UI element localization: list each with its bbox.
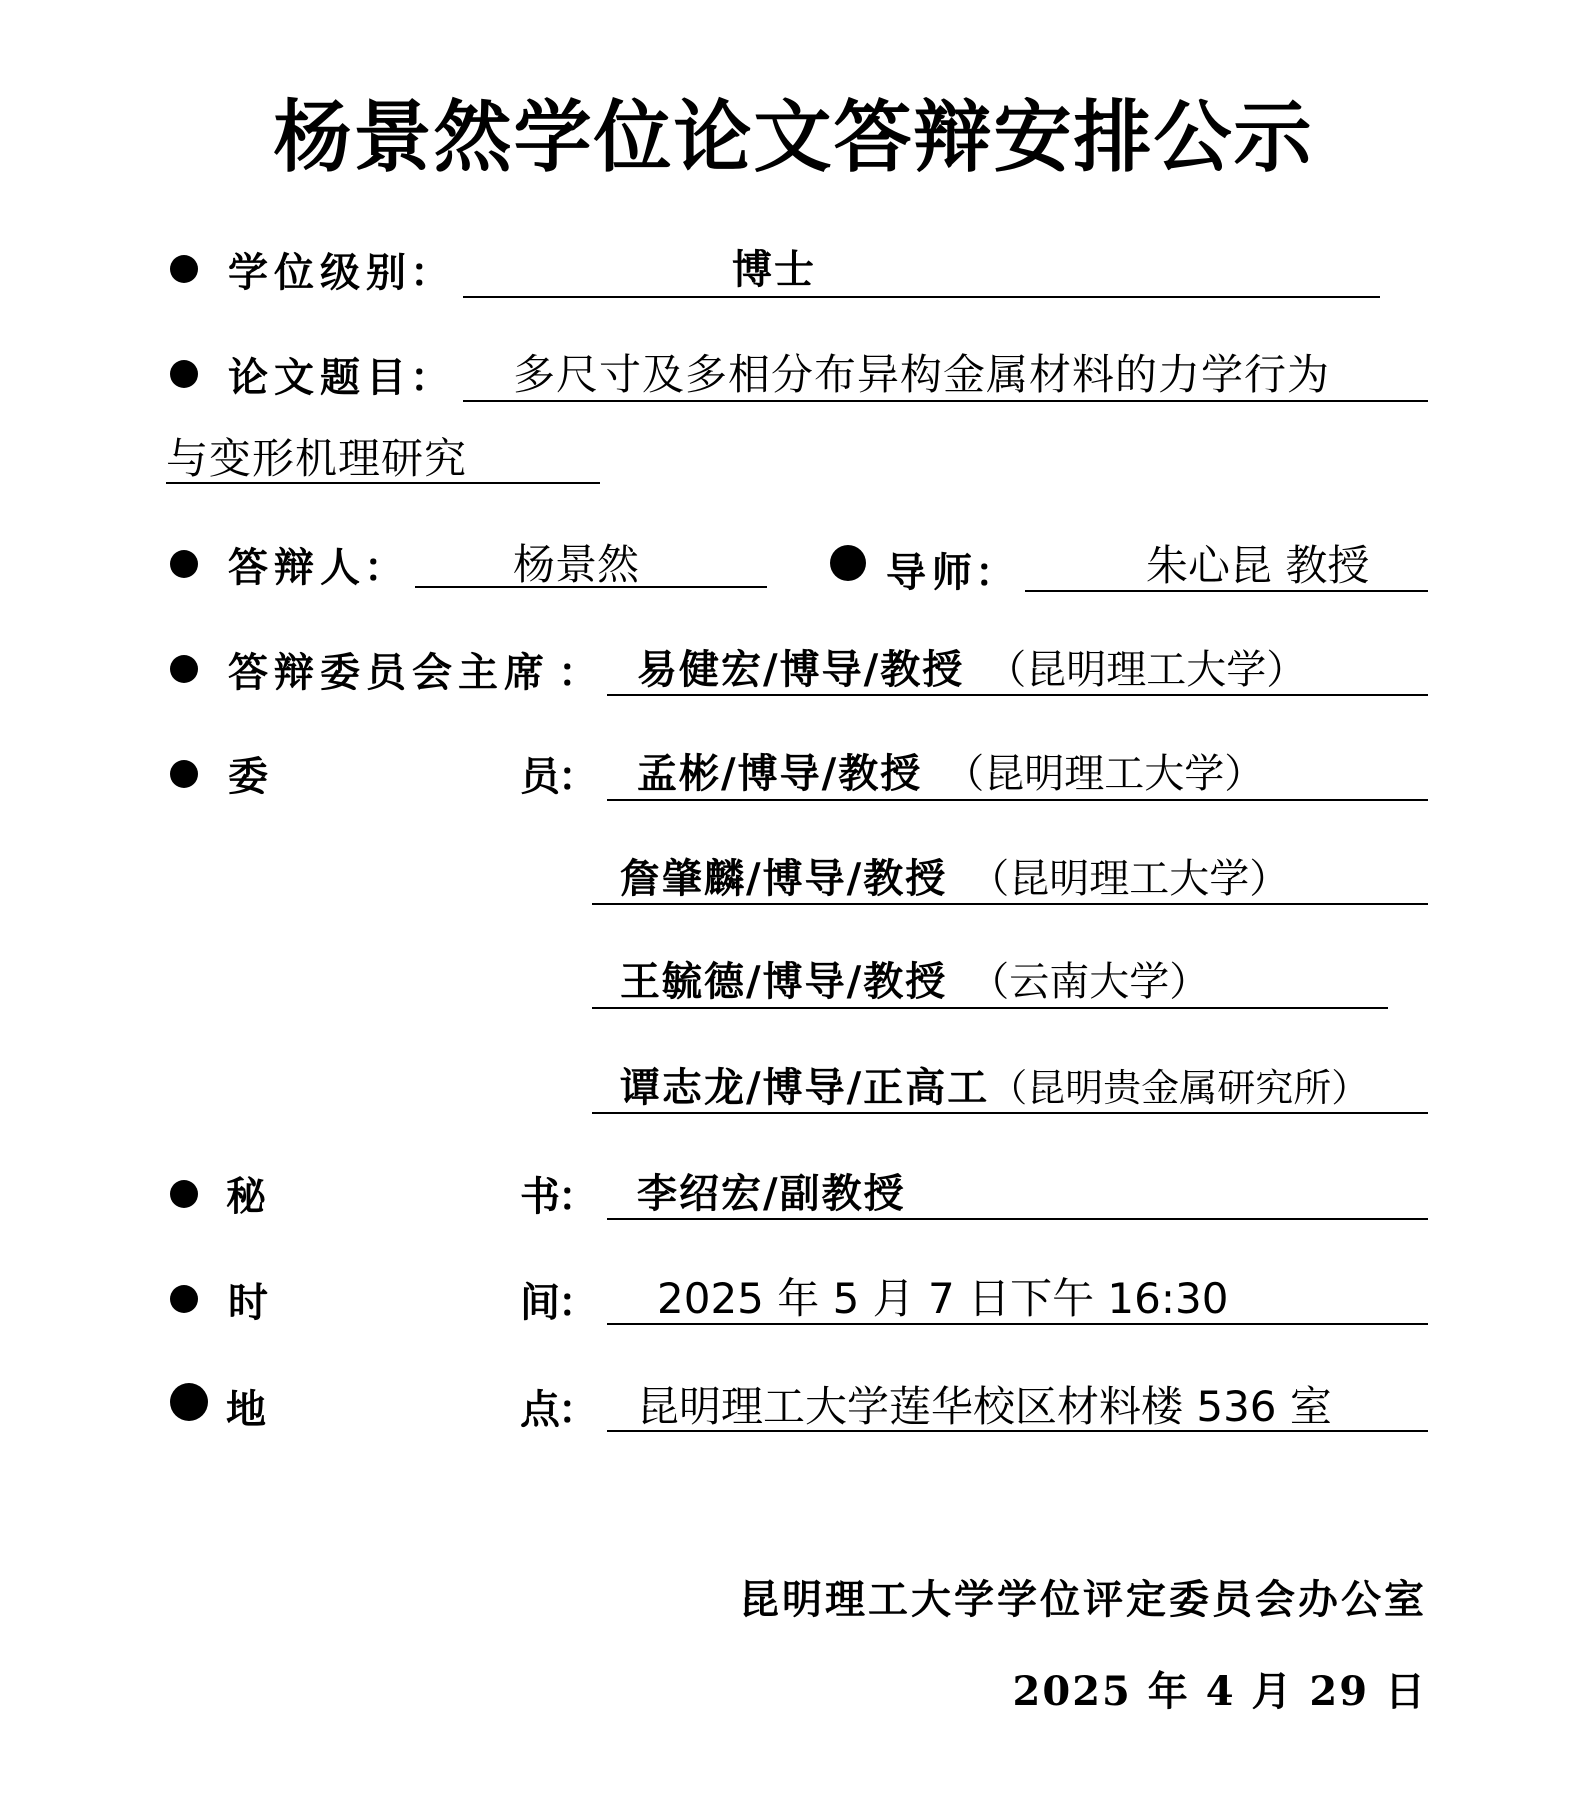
issuing-office: 昆明理工大学学位评定委员会办公室 — [739, 1576, 1427, 1623]
bullet-icon — [170, 360, 198, 388]
candidate-label: 答辩人 — [228, 544, 366, 591]
member-affiliation: （昆明理工大学） — [969, 856, 1290, 902]
member-underline — [592, 1007, 1388, 1009]
colon: ： — [410, 249, 450, 296]
candidate-underline — [415, 586, 767, 588]
colon: ： — [558, 1386, 598, 1433]
member-underline — [592, 1112, 1428, 1114]
member-name: 王毓德/博导/教授 — [620, 958, 948, 1005]
member-underline — [607, 799, 1428, 801]
time-label-b: 间 — [520, 1279, 566, 1326]
degree-value: 博士 — [732, 246, 816, 293]
thesis-title-line2: 与变形机理研究 — [166, 434, 468, 483]
colon: ： — [558, 649, 598, 696]
member-affiliation: （昆明理工大学） — [944, 751, 1265, 797]
bullet-icon — [170, 1383, 208, 1421]
supervisor-underline — [1025, 590, 1428, 592]
thesis-underline-2 — [166, 482, 600, 484]
place-value: 昆明理工大学莲华校区材料楼 536 室 — [637, 1382, 1332, 1431]
committee-label-b: 员 — [520, 753, 566, 800]
bullet-icon — [170, 1180, 198, 1208]
supervisor-label: 导师 — [886, 549, 978, 596]
colon: ： — [558, 1173, 598, 1220]
member-name: 孟彬/博导/教授 — [637, 750, 923, 797]
thesis-title-line1: 多尺寸及多相分布异构金属材料的力学行为 — [513, 350, 1331, 399]
colon: ： — [364, 544, 404, 591]
chair-value — [637, 646, 1307, 693]
secretary-value: 李绍宏/副教授 — [637, 1170, 906, 1217]
committee-member — [620, 855, 1290, 902]
secretary-underline — [607, 1218, 1428, 1220]
supervisor-value: 朱心昆 教授 — [1146, 541, 1370, 590]
colon: ： — [975, 549, 1015, 596]
degree-label: 学位级别 — [228, 249, 412, 296]
chair-name: 易健宏/博导/教授 — [637, 646, 965, 693]
bullet-icon — [830, 545, 866, 581]
place-underline — [607, 1430, 1428, 1432]
chair-label: 答辩委员会主席 — [228, 649, 550, 696]
committee-member — [620, 1064, 1370, 1111]
colon: ： — [558, 1279, 598, 1326]
time-value: 2025 年 5 月 7 日下午 16:30 — [657, 1274, 1229, 1323]
bullet-icon — [170, 255, 198, 283]
member-name: 谭志龙/博导/正高工 — [620, 1064, 990, 1111]
time-label-a: 时 — [228, 1279, 274, 1326]
member-affiliation: （云南大学） — [969, 959, 1210, 1005]
committee-member — [637, 750, 1265, 797]
bullet-icon — [170, 655, 198, 683]
member-name: 詹肇麟/博导/教授 — [620, 855, 948, 902]
colon: ： — [558, 753, 598, 800]
issue-date: 2025 年 4 月 29 日 — [1012, 1668, 1427, 1715]
place-label-b: 点 — [520, 1386, 566, 1433]
member-underline — [592, 903, 1428, 905]
committee-label-a: 委 — [228, 753, 274, 800]
bullet-icon — [170, 550, 198, 578]
degree-underline — [463, 296, 1380, 298]
committee-member — [620, 958, 1210, 1005]
place-label-a: 地 — [226, 1386, 272, 1433]
time-underline — [607, 1323, 1428, 1325]
thesis-underline-1 — [463, 400, 1428, 402]
chair-underline — [607, 694, 1428, 696]
bullet-icon — [170, 1285, 198, 1313]
member-affiliation: （昆明贵金属研究所） — [989, 1066, 1370, 1110]
candidate-value: 杨景然 — [513, 540, 640, 589]
chair-affiliation: （昆明理工大学） — [986, 647, 1307, 693]
colon: ： — [410, 354, 450, 401]
secretary-label-b: 书 — [520, 1173, 566, 1220]
bullet-icon — [170, 760, 198, 788]
secretary-label-a: 秘 — [226, 1173, 272, 1220]
thesis-label: 论文题目 — [228, 354, 412, 401]
page-title: 杨景然学位论文答辩安排公示 — [273, 93, 1314, 183]
